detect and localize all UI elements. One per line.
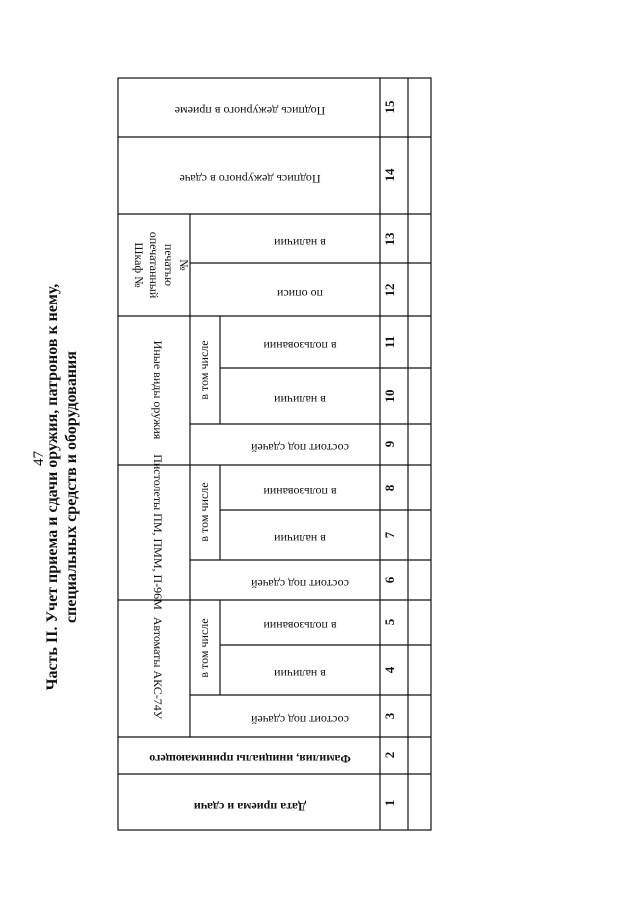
column-number-4: 4 xyxy=(382,666,397,674)
header-in-total-aks: в том числе xyxy=(197,618,211,678)
column-number-7: 7 xyxy=(382,531,397,539)
column-number-10: 10 xyxy=(382,389,397,403)
page-number: 47 xyxy=(30,450,47,466)
column-number-3: 3 xyxy=(382,712,397,720)
header-in-total-other: в том числе xyxy=(197,340,211,400)
header-col14: Подпись дежурного в сдаче xyxy=(179,172,321,186)
column-number-5: 5 xyxy=(382,618,397,626)
column-number-1: 1 xyxy=(382,799,397,807)
header-col12: по описи xyxy=(276,287,324,301)
header-col8: в пользовании xyxy=(263,485,337,499)
column-number-6: 6 xyxy=(382,576,397,584)
svg-text:№: № xyxy=(177,259,191,271)
header-in-total-pm: в том числе xyxy=(197,482,211,542)
header-group-other: Иные виды оружия xyxy=(151,340,165,440)
column-number-12: 12 xyxy=(382,283,397,297)
title-line-1: Часть II. Учет приема и сдачи оружия, патронов к нему, xyxy=(44,283,61,691)
column-number-2: 2 xyxy=(382,751,397,759)
header-surname: Фамилия, инициалы принимающего xyxy=(149,752,351,766)
header-col9: состоит под сдачей xyxy=(251,441,349,455)
header-group-safe xyxy=(132,232,191,299)
column-number-8: 8 xyxy=(382,484,397,492)
header-col4: в наличии xyxy=(274,667,326,681)
header-group-aks: Автоматы АКС-74У xyxy=(151,616,165,720)
header-col11: в пользовании xyxy=(263,339,337,353)
header-group-pm: Пистолеты ПМ, ПММ, П-96М xyxy=(151,454,165,610)
column-number-11: 11 xyxy=(382,335,397,349)
title-line-2: специальных средств и оборудования xyxy=(63,351,80,623)
header-col5: в пользовании xyxy=(263,619,337,633)
column-number-13: 13 xyxy=(382,232,397,246)
column-number-9: 9 xyxy=(382,440,397,448)
column-number-15: 15 xyxy=(382,100,397,114)
header-col10: в наличии xyxy=(274,393,326,407)
column-numbers xyxy=(382,100,397,806)
column-number-14: 14 xyxy=(382,168,397,182)
svg-text:опечатанный: опечатанный xyxy=(147,231,161,299)
header-col6: состоит под сдачей xyxy=(251,577,349,591)
header-col13: в наличии xyxy=(274,236,326,250)
header-col7: в наличии xyxy=(274,532,326,546)
svg-text:печатью: печатью xyxy=(162,243,176,287)
header-col15: Подпись дежурного в приеме xyxy=(174,104,326,118)
header-date: Дата приема и сдачи xyxy=(193,800,307,814)
header-col3: состоит под сдачей xyxy=(251,713,349,727)
svg-text:Шкаф №: Шкаф № xyxy=(132,242,146,288)
